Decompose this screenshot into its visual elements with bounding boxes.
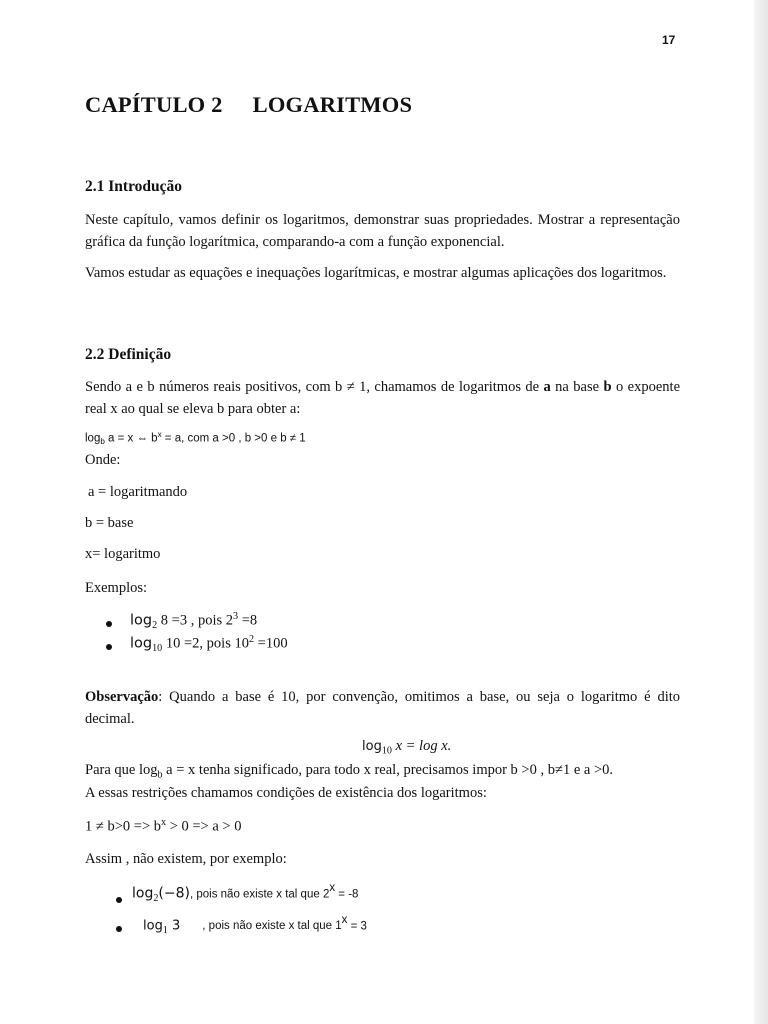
examples-label: Exemplos: bbox=[85, 580, 148, 596]
ex2-tail: =100 bbox=[254, 635, 288, 652]
cond-post: a = x tenha significado, para todo x real, precisamos impor b >0 , b≠1 e a >0. bbox=[162, 762, 613, 778]
chain-sup: x bbox=[161, 817, 167, 828]
chain-pre: 1 ≠ b>0 => b bbox=[85, 818, 161, 835]
ex1-sub: 2 bbox=[152, 620, 158, 632]
ex2-sub: 10 bbox=[152, 643, 163, 655]
cond-pre: Para que log bbox=[85, 762, 158, 778]
restrictions-line: A essas restrições chamamos condições de existência dos logaritmos: bbox=[85, 785, 487, 801]
definition-var-b: b bbox=[603, 379, 612, 395]
assim-line: Assim , não existem, por exemplo: bbox=[85, 851, 287, 867]
definition-paragraph bbox=[85, 376, 680, 420]
formula-sub: b bbox=[100, 437, 105, 447]
ne2-sub: 1 bbox=[162, 924, 168, 936]
ex1-arg: 8 =3 , pois 2 bbox=[157, 612, 234, 629]
non-existence-example-2 bbox=[143, 914, 367, 936]
bullet-dot bbox=[106, 621, 112, 627]
page-edge-shadow bbox=[754, 0, 768, 1024]
ex2-sup: 2 bbox=[248, 634, 255, 645]
ex2-arg: 10 =2, pois 10 bbox=[162, 635, 249, 652]
formula-rest: a = x ⇔ b bbox=[104, 432, 158, 445]
item-logaritmo: x= logaritmo bbox=[85, 546, 161, 562]
ne1-sub: 2 bbox=[153, 892, 159, 904]
ne1-tail: = -8 bbox=[335, 888, 359, 901]
ex1-sup: 3 bbox=[233, 611, 239, 622]
item-logaritmando: a = logaritmando bbox=[88, 484, 188, 500]
item-base: b = base bbox=[85, 515, 134, 531]
definition-var-a: a bbox=[543, 379, 551, 395]
eq-rest: x = log x. bbox=[391, 738, 452, 754]
definition-text-2: na base bbox=[550, 379, 604, 395]
intro-paragraph-2: Vamos estudar as equações e inequações logarítmicas, e mostrar algumas aplicações dos logaritmos. bbox=[85, 265, 667, 281]
section-heading-intro: 2.1 Introdução bbox=[85, 178, 183, 195]
observation-paragraph bbox=[85, 686, 680, 730]
ex1-log: log bbox=[130, 612, 153, 629]
ne2-text: , pois não existe x tal que 1 bbox=[202, 920, 342, 933]
ne2-sup: x bbox=[341, 914, 348, 926]
onde-label: Onde: bbox=[85, 452, 121, 468]
intro-paragraph-1: Neste capítulo, vamos definir os logaritmos, demonstrar suas propriedades. Mostrar a representação gráfica da função logarítmica, comparando-a com a função exponencial. bbox=[85, 212, 680, 250]
example-1 bbox=[130, 611, 257, 631]
ne1-sup: x bbox=[329, 882, 336, 894]
ne2-log: log bbox=[143, 918, 163, 934]
formula-tail: = a, com a >0 , b >0 e b ≠ 1 bbox=[161, 432, 306, 445]
chapter-heading bbox=[85, 92, 412, 118]
ne1-log: log bbox=[132, 885, 154, 902]
definition-text-3: o expoente real x ao qual se eleva b para obter a: bbox=[85, 379, 680, 417]
non-existence-example-1 bbox=[132, 882, 358, 904]
cond-sub: b bbox=[157, 769, 163, 781]
page-number: 17 bbox=[662, 33, 676, 47]
example-2 bbox=[130, 634, 288, 654]
bullet-dot bbox=[116, 897, 122, 903]
observation-label: Observação bbox=[85, 689, 159, 705]
formula-sup: x bbox=[157, 430, 162, 439]
formula-log: log bbox=[85, 432, 101, 445]
existence-chain bbox=[85, 817, 241, 836]
definition-formula bbox=[85, 430, 306, 446]
eq-log: log bbox=[362, 739, 382, 754]
condition-line bbox=[85, 762, 613, 781]
chain-post: > 0 => a > 0 bbox=[166, 818, 242, 835]
ex1-tail: =8 bbox=[238, 612, 258, 629]
ex2-log: log bbox=[130, 635, 153, 652]
ne2-arg: 3 bbox=[167, 918, 181, 934]
section-heading-definition: 2.2 Definição bbox=[85, 346, 172, 363]
ne2-tail: = 3 bbox=[347, 920, 367, 933]
ne1-text: , pois não existe x tal que 2 bbox=[189, 888, 330, 901]
chapter-title: LOGARITMOS bbox=[252, 92, 413, 117]
definition-text-1: Sendo a e b números reais positivos, com b ≠ 1, chamamos de logaritmos de bbox=[85, 379, 544, 395]
bullet-dot bbox=[106, 644, 112, 650]
observation-text: : Quando a base é 10, por convenção, omitimos a base, ou seja o logaritmo é dito decimal. bbox=[85, 689, 680, 727]
chapter-label: CAPÍTULO 2 bbox=[85, 92, 223, 117]
ne1-arg: (−8) bbox=[158, 885, 190, 902]
decimal-log-equation bbox=[362, 738, 451, 757]
bullet-dot bbox=[116, 926, 122, 932]
eq-sub: 10 bbox=[381, 745, 392, 757]
